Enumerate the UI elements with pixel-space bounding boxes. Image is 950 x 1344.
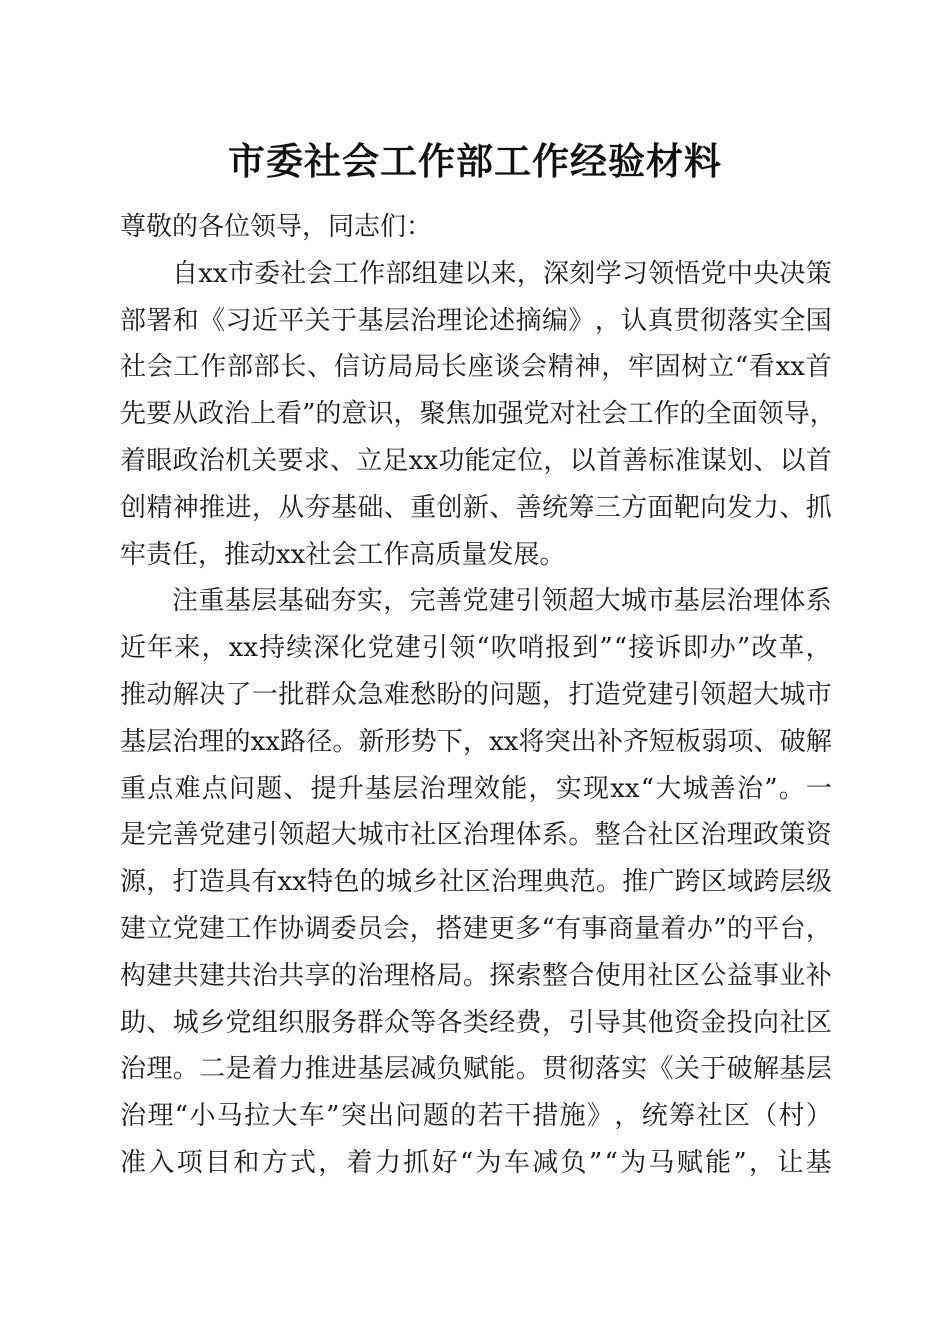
text-line [120, 1003, 832, 1043]
document-body [120, 207, 836, 1190]
justified-text: 重 点 难 点 问 题 、 提 升 基 层 治 理 效 能 ， 实 现 xx “ 大 城 善 治 ” 。 一 [120, 773, 832, 804]
justified-text: 基 层 治 理 的 xx 路 径 。 新 形 势 下 ， xx 将 突 出 补 齐 短 板 弱 项 、 破 解 [120, 726, 832, 757]
text-line [120, 1143, 832, 1183]
justified-text: 创 精 神 推 进 ， 从 夯 基 础 、 重 创 新 、 善 统 筹 三 方 面 靶 向 发 力 、 抓 [120, 492, 832, 523]
text-line [120, 722, 832, 762]
justified-text: 推 动 解 决 了 一 批 群 众 急 难 愁 盼 的 问 题 ， 打 造 党 建 引 领 超 大 城 市 [120, 679, 832, 710]
paragraph-1 [120, 254, 836, 575]
justified-text: 准 入 项 目 和 方 式 ， 着 力 抓 好 “ 为 车 减 负 ” “ 为 马 赋 能 ” ， 让 基 [120, 1147, 832, 1178]
text-line [120, 675, 832, 715]
justified-text: 着 眼 政 治 机 关 要 求 、 立 足 xx 功 能 定 位 ， 以 首 善 标 准 谋 划 、 以 首 [120, 445, 832, 476]
justified-text: 是 完 善 党 建 引 领 超 大 城 市 社 区 治 理 体 系 。 整 合 社 区 治 理 政 策 资 [120, 820, 832, 851]
justified-text: 治 理 。 二 是 着 力 推 进 基 层 减 负 赋 能 。 贯 彻 落 实 《 关 于 破 解 基 层 [120, 1054, 832, 1085]
text-line: 牢责任，推动xx社会工作高质量发展。 [120, 539, 566, 570]
text-line [120, 488, 832, 528]
text-line [120, 769, 832, 809]
salutation: 尊敬的各位领导，同志们： [120, 212, 433, 242]
text-line [120, 956, 832, 996]
text-line [120, 301, 832, 341]
text-line [120, 815, 832, 855]
text-line [120, 909, 832, 949]
text-line [120, 628, 832, 668]
justified-text: 源 ， 打 造 具 有 xx 特 色 的 城 乡 社 区 治 理 典 范 。 推 广 跨 区 域 跨 层 级 [120, 867, 832, 898]
justified-text: 近 年 来 ， xx 持 续 深 化 党 建 引 领 “ 吹 哨 报 到 ” “ 接 诉 即 办 ” 改 革 ， [120, 633, 832, 664]
text-line [120, 254, 832, 294]
justified-text: 构 建 共 建 共 治 共 享 的 治 理 格 局 。 探 索 整 合 使 用 社 区 公 益 事 业 补 [120, 960, 832, 991]
justified-text: 先 要 从 政 治 上 看 ” 的 意 识 ， 聚 焦 加 强 党 对 社 会 工 作 的 全 面 领 导 ， [120, 399, 836, 430]
justified-text: 自 xx 市 委 社 会 工 作 部 组 建 以 来 ， 深 刻 学 习 领 悟 党 中 央 决 策 [172, 258, 832, 289]
salutation-line [120, 207, 832, 247]
text-line [120, 581, 832, 621]
justified-text: 建 立 党 建 工 作 协 调 委 员 会 ， 搭 建 更 多 “ 有 事 商 量 着 办 ” 的 平 台 ， [120, 913, 832, 944]
text-line [120, 394, 836, 434]
text-line [120, 1049, 832, 1089]
justified-text: 部 署 和 《 习 近 平 关 于 基 层 治 理 论 述 摘 编 》 ， 认 真 贯 彻 落 实 全 国 [120, 305, 832, 336]
justified-text: 注 重 基 层 基 础 夯 实 ， 完 善 党 建 引 领 超 大 城 市 基 层 治 理 体 系 [172, 586, 832, 617]
justified-text: 社 会 工 作 部 部 长 、 信 访 局 局 长 座 谈 会 精 神 ， 牢 固 树 立 “ 看 xx 首 [120, 352, 832, 383]
text-line [120, 347, 832, 387]
text-line [120, 1096, 832, 1136]
text-line [120, 441, 832, 481]
text-line [120, 862, 832, 902]
justified-text: 助 、 城 乡 党 组 织 服 务 群 众 等 各 类 经 费 ， 引 导 其 他 资 金 投 向 社 区 [120, 1007, 832, 1038]
document-title: 市委社会工作部工作经验材料 [228, 139, 722, 183]
justified-text: 治 理 “ 小 马 拉 大 车 ” 突 出 问 题 的 若 干 措 施 》 ， 统 筹 社 区 （ 村 ） [120, 1101, 832, 1132]
paragraph-2 [120, 581, 832, 1183]
